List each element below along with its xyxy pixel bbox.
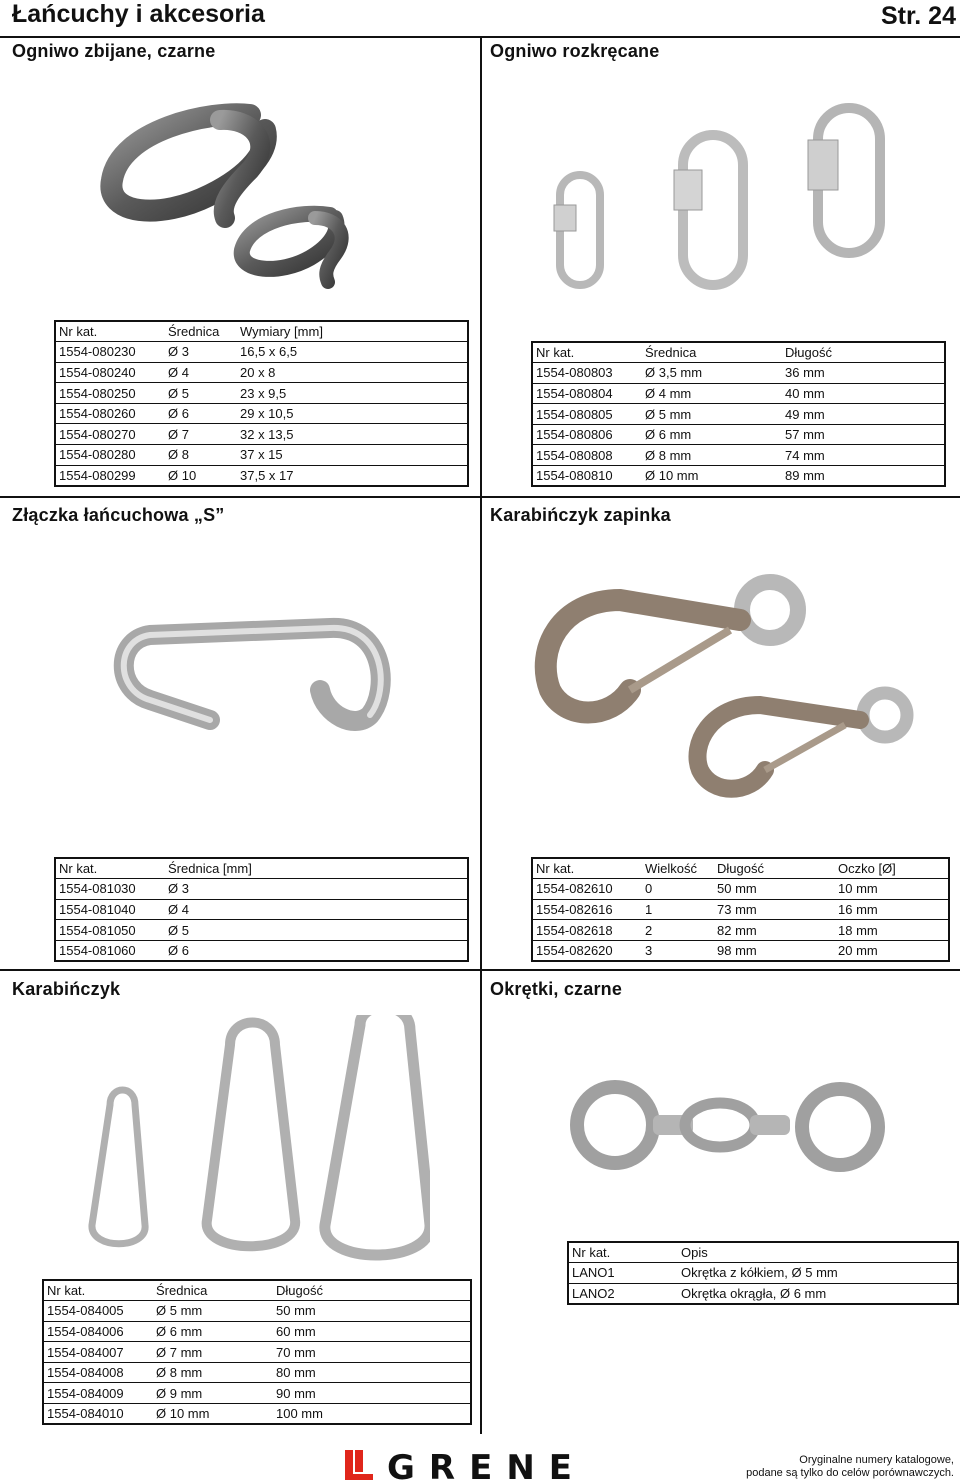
table-cell: 89 mm	[782, 466, 945, 487]
table-row	[532, 424, 945, 445]
page-number: Str. 24	[880, 2, 956, 30]
table-cell: Ø 8 mm	[153, 1362, 273, 1383]
table-cell: Ø 3,5 mm	[642, 363, 782, 384]
table-cell: 32 x 13,5	[237, 424, 468, 445]
snap-hook-image	[530, 570, 950, 810]
column-header: Nr kat.	[43, 1280, 153, 1301]
table-snap-hook	[531, 857, 950, 962]
table-cell: 18 mm	[835, 920, 949, 941]
table-cell: 1554-080810	[532, 466, 642, 487]
table-cell: 16 mm	[835, 899, 949, 920]
table-cell: Ø 7 mm	[153, 1342, 273, 1363]
table-cell: 1554-080805	[532, 404, 642, 425]
table-row	[55, 362, 468, 383]
chain-link-image	[100, 100, 370, 290]
table-cell: Ø 10	[165, 465, 237, 486]
table-row	[532, 445, 945, 466]
table-cell: Ø 3	[165, 342, 237, 363]
section-title-swivel: Okrętki, czarne	[490, 979, 623, 999]
table-cell: 70 mm	[273, 1342, 471, 1363]
table-row	[568, 1263, 958, 1284]
swivel-image	[565, 1075, 905, 1185]
table-cell: Okrętka okrągła, Ø 6 mm	[678, 1283, 958, 1304]
table-cell: Ø 4	[165, 362, 237, 383]
table-cell: Ø 5 mm	[153, 1301, 273, 1322]
table-row	[43, 1383, 471, 1404]
table-cell: 1554-082618	[532, 920, 642, 941]
table-cell: 1554-080260	[55, 403, 165, 424]
table-cell: Okrętka z kółkiem, Ø 5 mm	[678, 1263, 958, 1284]
table-cell: Ø 5 mm	[642, 404, 782, 425]
table-cell: Ø 5	[165, 920, 468, 941]
table-cell: 40 mm	[782, 383, 945, 404]
table-cell: 100 mm	[273, 1404, 471, 1425]
section-title-chain-link: Ogniwo zbijane, czarne	[12, 41, 216, 61]
table-cell: Ø 3	[165, 879, 468, 900]
table-cell: 16,5 x 6,5	[237, 342, 468, 363]
table-header-row	[568, 1242, 958, 1263]
table-cell: 2	[642, 920, 714, 941]
divider	[0, 969, 480, 971]
table-row	[532, 940, 949, 961]
table-cell: 1554-080808	[532, 445, 642, 466]
column-header: Opis	[678, 1242, 958, 1263]
table-row	[55, 445, 468, 466]
table-cell: 36 mm	[782, 363, 945, 384]
table-cell: Ø 5	[165, 383, 237, 404]
column-header: Wymiary [mm]	[237, 321, 468, 342]
table-cell: LANO2	[568, 1283, 678, 1304]
table-cell: 37 x 15	[237, 445, 468, 466]
column-header: Nr kat.	[55, 321, 165, 342]
table-row	[532, 363, 945, 384]
table-cell: 60 mm	[273, 1321, 471, 1342]
divider	[0, 496, 480, 498]
section-title-carabiner: Karabińczyk	[12, 979, 121, 999]
table-cell: 1554-080270	[55, 424, 165, 445]
table-cell: Ø 4 mm	[642, 383, 782, 404]
table-header-row	[55, 858, 468, 879]
column-header: Długość	[273, 1280, 471, 1301]
table-cell: 1554-080804	[532, 383, 642, 404]
table-header-row	[43, 1280, 471, 1301]
column-header: Średnica	[642, 342, 782, 363]
section-title-quick-link: Ogniwo rozkręcane	[490, 41, 660, 61]
table-cell: Ø 8 mm	[642, 445, 782, 466]
table-cell: 1554-080230	[55, 342, 165, 363]
table-row	[55, 920, 468, 941]
table-cell: 1554-081040	[55, 899, 165, 920]
table-row	[532, 879, 949, 900]
column-header: Średnica	[165, 321, 237, 342]
table-row	[55, 342, 468, 363]
table-cell: Ø 10 mm	[642, 466, 782, 487]
carabiner-image	[70, 1015, 430, 1265]
table-row	[55, 383, 468, 404]
table-cell: 29 x 10,5	[237, 403, 468, 424]
table-cell: 1	[642, 899, 714, 920]
table-cell: 57 mm	[782, 424, 945, 445]
table-row	[43, 1362, 471, 1383]
table-row	[43, 1301, 471, 1322]
column-header: Średnica [mm]	[165, 858, 468, 879]
table-header-row	[532, 858, 949, 879]
quick-link-image	[540, 100, 890, 300]
table-row	[532, 404, 945, 425]
table-row	[55, 403, 468, 424]
s-hook-image	[110, 610, 400, 740]
table-row	[532, 920, 949, 941]
table-cell: 49 mm	[782, 404, 945, 425]
table-cell: 74 mm	[782, 445, 945, 466]
table-cell: Ø 6 mm	[642, 424, 782, 445]
logo-text: GRENE	[387, 1448, 586, 1482]
table-cell: 50 mm	[273, 1301, 471, 1322]
table-cell: 1554-081030	[55, 879, 165, 900]
table-cell: 1554-084010	[43, 1404, 153, 1425]
table-carabiner	[42, 1279, 472, 1425]
column-header: Długość	[714, 858, 835, 879]
table-cell: 50 mm	[714, 879, 835, 900]
table-cell: 1554-082620	[532, 940, 642, 961]
table-cell: Ø 9 mm	[153, 1383, 273, 1404]
table-quick-link	[531, 341, 946, 487]
table-row	[55, 879, 468, 900]
table-row	[43, 1321, 471, 1342]
section-title-s-hook: Złączka łańcuchowa „S”	[12, 505, 225, 525]
divider	[482, 969, 960, 971]
table-row	[532, 383, 945, 404]
table-cell: 1554-080299	[55, 465, 165, 486]
table-cell: 37,5 x 17	[237, 465, 468, 486]
table-cell: Ø 6 mm	[153, 1321, 273, 1342]
table-cell: 3	[642, 940, 714, 961]
table-row	[55, 465, 468, 486]
table-row	[43, 1404, 471, 1425]
table-row	[43, 1342, 471, 1363]
column-header: Wielkość	[642, 858, 714, 879]
column-header: Nr kat.	[532, 342, 642, 363]
table-cell: 1554-080240	[55, 362, 165, 383]
section-title-snap-hook: Karabińczyk zapinka	[490, 505, 671, 525]
table-cell: Ø 4	[165, 899, 468, 920]
table-cell: 1554-081060	[55, 940, 165, 961]
table-cell: 1554-084007	[43, 1342, 153, 1363]
table-cell: 0	[642, 879, 714, 900]
table-row	[532, 899, 949, 920]
table-cell: Ø 8	[165, 445, 237, 466]
table-cell: 1554-082610	[532, 879, 642, 900]
table-cell: 80 mm	[273, 1362, 471, 1383]
table-cell: 1554-084006	[43, 1321, 153, 1342]
table-cell: Ø 7	[165, 424, 237, 445]
table-cell: LANO1	[568, 1263, 678, 1284]
table-cell: 98 mm	[714, 940, 835, 961]
column-header: Oczko [Ø]	[835, 858, 949, 879]
column-header: Nr kat.	[568, 1242, 678, 1263]
table-header-row	[55, 321, 468, 342]
table-s-hook	[54, 857, 469, 962]
table-cell: 20 x 8	[237, 362, 468, 383]
table-cell: 1554-080803	[532, 363, 642, 384]
table-cell: 1554-084008	[43, 1362, 153, 1383]
page-title: Łańcuchy i akcesoria	[12, 0, 265, 28]
table-cell: 10 mm	[835, 879, 949, 900]
divider	[482, 496, 960, 498]
table-cell: Ø 6	[165, 403, 237, 424]
table-cell: 1554-082616	[532, 899, 642, 920]
footer-note-line2: podane są tylko do celów porównawczych.	[746, 1467, 954, 1479]
table-row	[55, 940, 468, 961]
column-header: Długość	[782, 342, 945, 363]
table-header-row	[532, 342, 945, 363]
table-swivel	[567, 1241, 959, 1305]
table-cell: 82 mm	[714, 920, 835, 941]
table-row	[568, 1283, 958, 1304]
table-cell: 1554-081050	[55, 920, 165, 941]
column-divider	[480, 38, 482, 1434]
table-cell: Ø 6	[165, 940, 468, 961]
table-cell: 1554-084009	[43, 1383, 153, 1404]
table-cell: 1554-084005	[43, 1301, 153, 1322]
table-cell: 20 mm	[835, 940, 949, 961]
table-chain-link	[54, 320, 469, 487]
table-cell: 23 x 9,5	[237, 383, 468, 404]
table-row	[55, 424, 468, 445]
table-row	[55, 899, 468, 920]
table-cell: Ø 10 mm	[153, 1404, 273, 1425]
footer-note-line1: Oryginalne numery katalogowe,	[799, 1454, 954, 1466]
table-cell: 1554-080280	[55, 445, 165, 466]
table-cell: 90 mm	[273, 1383, 471, 1404]
table-cell: 73 mm	[714, 899, 835, 920]
footer-note	[746, 1454, 954, 1480]
table-cell: 1554-080250	[55, 383, 165, 404]
table-cell: 1554-080806	[532, 424, 642, 445]
column-header: Nr kat.	[55, 858, 165, 879]
column-header: Średnica	[153, 1280, 273, 1301]
table-row	[532, 466, 945, 487]
column-header: Nr kat.	[532, 858, 642, 879]
grene-logo	[345, 1448, 615, 1482]
